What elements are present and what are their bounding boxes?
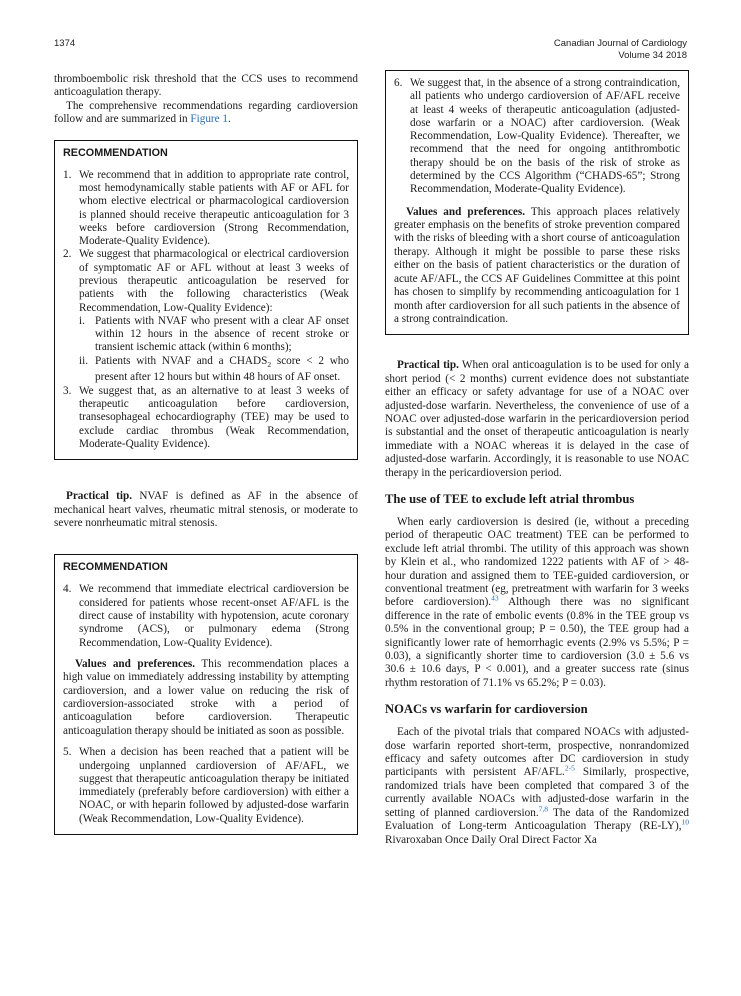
journal-name: Canadian Journal of Cardiology: [553, 38, 687, 49]
figure-1-link[interactable]: Figure 1: [190, 113, 228, 126]
figure-reference-paragraph: [54, 100, 358, 127]
recommendation-box-3: [385, 70, 689, 335]
subitem-number: ii.: [79, 354, 89, 367]
intro-text: The comprehensive recommendations regarding cardioversion follow and are summarized in: [54, 99, 358, 126]
item-number: 3.: [63, 384, 72, 397]
practical-tip-label: Practical tip.: [397, 359, 459, 372]
recommendation-box-2: [54, 554, 358, 835]
values-preferences-paragraph: [394, 206, 680, 327]
item-number: 5.: [63, 746, 72, 759]
practical-tip-paragraph: [385, 359, 689, 480]
values-label: Values and preferences.: [75, 657, 196, 670]
recommendation-item-2: [63, 248, 349, 314]
tee-paragraph: [385, 516, 689, 690]
citation-link[interactable]: 7,8: [538, 803, 549, 813]
subitem-text-part: score < 2 who present after 12 hours but within 48 hours of AF onset.: [95, 354, 349, 384]
recommendation-title: RECOMMENDATION: [63, 561, 168, 574]
recommendation-item-4: [63, 583, 349, 649]
recommendation-item-3: [63, 385, 349, 451]
citation-link[interactable]: 2-5: [564, 763, 575, 773]
noac-text: Rivaroxaban Once Daily Oral Direct Factor Xa: [385, 833, 597, 846]
item-text: We suggest that, in the absence of a strong contraindication, all patients who undergo cardioversion of AF/AFL receive at least 4 weeks of therapeutic anticoagulation (adjusted-dose warfarin or a NOAC) after cardioversion. (Weak Recommendation, Low-Quality Evidence). Thereafter, we recommend that the need for ongoing antithrombotic therapy should be on the basis of the risk of stroke as determined by the CCS Algorithm (“CHADS-65”; Strong Recommendation, Moderate-Quality Evidence).: [410, 77, 680, 196]
practical-tip-text: NVAF is defined as AF in the absence of mechanical heart valves, rheumatic mitral stenosis, or moderate to severe nonrheumatic mitral stenosis.: [54, 490, 358, 529]
recommendation-subitem-ii: [79, 355, 349, 385]
subscript: 2: [267, 360, 272, 370]
practical-tip-text: When oral anticoagulation is to be used for only a short period (< 2 months) current evidence does not substantiate either an efficacy or safety advantage for use of a NOAC over adjusted-dose warfarin. Nevertheless, the convenience of use of a NOAC over adjusted-dose warfarin in the pericardioversion period is substantial and the onset of therapeutic anticoagulation is nearly immediate with a NOAC whereas it is delayed in the case of adjusted-dose warfarin. Accordingly, it is reasonable to use NOAC therapy in the pericardioversion period.: [385, 359, 689, 479]
tee-text: Although there was no significant difference in the rate of embolic events (0.8% in the TEE group vs 0.5% in the conventional group; P = 0.50), the TEE group had a significantly lower rate of hemorrhagic events (2.9% vs 5.5%; P = 0.03), a significantly shorter time to cardioversion (3.0 ± 5.6 vs 30.6 ± 10.6 days, P < 0.001), and a greater success rate (sinus rhythm restoration of 71.1% vs 65.2%; P = 0.03).: [385, 596, 689, 689]
noac-paragraph: [385, 726, 689, 847]
section-heading-tee: The use of TEE to exclude left atrial thrombus: [385, 491, 635, 506]
noac-text: Similarly, prospective, randomized trials have been completed that compared 3 of the currently available NOACs with adjusted-dose warfarin in the setting of planned cardioversion.: [385, 766, 689, 819]
citation-link[interactable]: 43: [491, 593, 499, 603]
item-text: When a decision has been reached that a patient will be undergoing unplanned cardioversion of AF/AFL, we suggest that therapeutic anticoagulation therapy be initiated immediately (preferably before cardioversion) with either a NOAC, or with heparin followed by adjusted-dose warfarin (Weak Recommendation, Low-Quality Evidence).: [79, 746, 349, 825]
recommendation-subitem-i: [79, 315, 349, 355]
recommendation-item-6: [394, 77, 680, 197]
item-text: We suggest that pharmacological or electrical cardioversion of symptomatic AF or AFL without at least 3 weeks of previous therapeutic anticoagulation be reserved for patients with the following characteristics (Weak Recommendation, Low-Quality Evidence):: [79, 248, 349, 314]
subitem-text-part: Patients with NVAF and a CHADS: [95, 354, 268, 367]
recommendation-title: RECOMMENDATION: [63, 146, 168, 159]
intro-paragraph: thromboembolic risk threshold that the CCS uses to recommend anticoagulation therapy.: [54, 73, 358, 99]
page-number: 1374: [54, 38, 76, 49]
section-heading-noacs: NOACs vs warfarin for cardioversion: [385, 702, 588, 717]
item-number: 1.: [63, 168, 72, 181]
item-number: 6.: [394, 77, 403, 89]
item-number: 4.: [63, 583, 72, 596]
tee-text: When early cardioversion is desired (ie, without a preceding period of therapeutic OAC treatment) TEE can be performed to exclude left atrial thrombi. The utility of this approach was shown by Klein et al., who randomized 1222 patients with AF of > 48-hour duration and assigned them to TEE-guided cardioversion, or conventional treatment (eg, pretreatment with warfarin for 3 weeks before cardioversion).: [385, 515, 689, 609]
left-column: [54, 73, 358, 835]
noac-text: The data of the Randomized Evaluation of Long-term Anticoagulation Therapy (RE-LY),: [385, 806, 690, 833]
recommendation-item-5: [63, 746, 349, 826]
item-number: 2.: [63, 248, 72, 261]
values-text: This recommendation places a high value on immediately addressing instability by attempting cardioversion, and a lower value on reducing the risk of cardioversion-associated stroke with a period of anticoagulation before cardioversion. Therapeutic anticoagulation therapy should be initiated as soon as possible.: [63, 657, 349, 737]
running-header: [554, 38, 687, 62]
values-label: Values and preferences.: [406, 205, 526, 218]
subitem-number: i.: [79, 314, 85, 327]
item-text: We suggest that, as an alternative to at least 3 weeks of therapeutic anticoagulation before cardioversion, transesophageal echocardiography (TEE) may be used to exclude cardiac thrombus (Weak Recommendation, Moderate-Quality Evidence).: [79, 384, 349, 450]
values-text: This approach places relatively greater emphasis on the benefits of stroke prevention compared with the risks of bleeding with a short course of anticoagulation therapy. Although it might be possible to parse these risks either on the basis of patient characteristics or the duration of acute AF/AFL, the CCS AF Guidelines Committee at this point has chosen to simplify by recommending anticoagulation for 1 month after cardioversion for all such patients in the absence of a strong contraindication.: [394, 205, 680, 325]
recommendation-item-1: [63, 169, 349, 249]
right-column: [385, 70, 689, 847]
subitem-text: [95, 355, 349, 385]
item-text: We recommend that immediate electrical cardioversion be considered for patients whose recent-onset AF/AFL is the direct cause of instability with hypotension, acute coronary syndrome (ACS), or pulmonary edema (Strong Recommendation, Low-Quality Evidence).: [79, 583, 349, 649]
journal-volume: Volume 34 2018: [618, 50, 687, 61]
values-preferences-paragraph: [63, 658, 349, 738]
item-text: We recommend that in addition to appropriate rate control, most hemodynamically stable patients with AF or AFL for whom elective electrical or pharmacological cardioversion is planned should receive therapeutic anticoagulation for 3 weeks before cardioversion (Strong Recommendation, Moderate-Quality Evidence).: [79, 168, 349, 248]
subitem-text: Patients with NVAF who present with a clear AF onset within 12 hours in the absence of recent stroke or transient ischemic attack (within 6 months);: [95, 314, 349, 354]
recommendation-box-1: [54, 140, 358, 460]
citation-link[interactable]: 10: [681, 817, 689, 827]
intro-period: .: [228, 113, 231, 126]
practical-tip-paragraph: [54, 490, 358, 530]
noac-text: Each of the pivotal trials that compared NOACs with adjusted-dose warfarin reported short-term, prospective, nonrandomized efficacy and safety outcomes after DC cardioversion in study participants with persistent AF/AFL.: [385, 726, 689, 779]
practical-tip-label: Practical tip.: [66, 490, 133, 503]
